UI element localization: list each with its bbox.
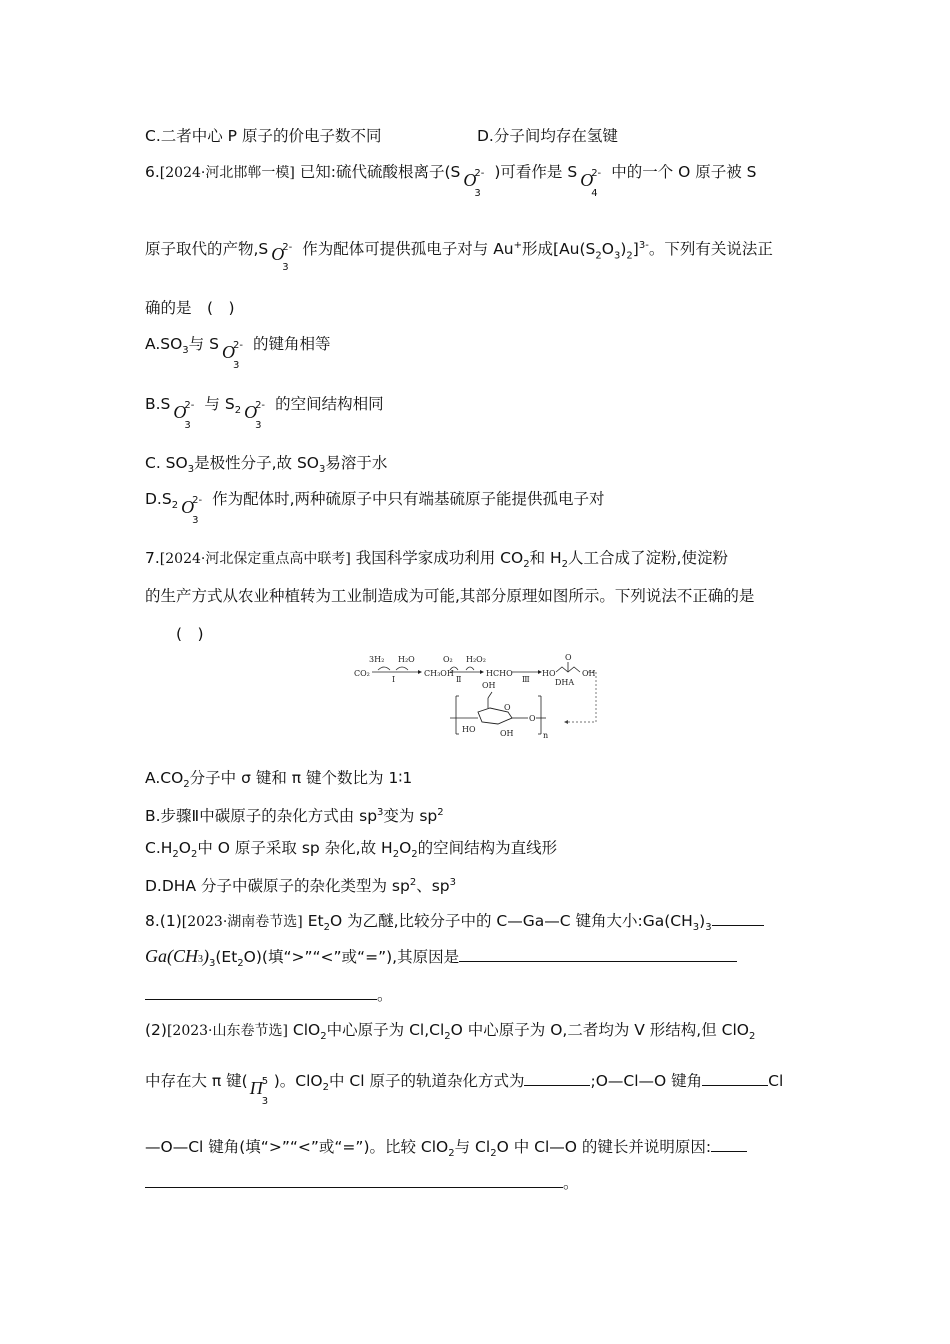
answer-blank[interactable] (712, 910, 764, 926)
q5-option-c: C.二者中心 P 原子的价电子数不同 (145, 127, 382, 145)
fig-ho: HO (542, 669, 556, 678)
fig-o: O (565, 653, 572, 662)
q7-option-a: $A.CO_2$分子中 σ 键和 π 键个数比为 1∶1 (145, 769, 413, 791)
answer-blank[interactable] (524, 1070, 590, 1086)
q8-part1-line3: 。 (145, 984, 393, 1005)
answer-blank[interactable] (145, 984, 377, 1000)
pi-3-5-symbol: Π 3 5 (249, 1076, 269, 1107)
q7-option-b: B.步骤Ⅱ中碳原子的杂化方式由 $sp^3$变为 $sp^2$ (145, 807, 444, 826)
q6-text: 中的一个 O 原子被 S (611, 163, 757, 181)
q6-option-a: $A.SO_3$与 S O 3 2- 的键角相等 (145, 335, 331, 371)
q8-part2-line3: —O—Cl 键角(填“>”“<”或“=”)。比较 ClO$_2$与 $Cl_2O$ 中 Cl—O 的键长并说明原因: (145, 1136, 747, 1164)
ion-o3-2minus: O 3 2- (463, 168, 485, 199)
fig-ring-o-link: O (529, 714, 536, 723)
fig-step2: Ⅱ (456, 675, 462, 684)
q6-text: 原子取代的产物,S (145, 240, 269, 259)
fig-ring-ho: HO (462, 725, 476, 734)
q6-number: 6. (145, 163, 160, 181)
q8-part2-line4: 。 (145, 1172, 579, 1193)
q8-part2-line2: 中存在大 π 键( Π 3 5 )。ClO$_2$中 Cl 原子的轨道杂化方式为 ;O—Cl—O 键角 Cl (145, 1072, 784, 1107)
q7-stem-line1: 7.[2024·河北保定重点高中联考] 我国科学家成功利用 $CO_2$和 $H_2$人工合成了淀粉,使淀粉 (145, 549, 728, 571)
q6-text: 已知:硫代硫酸根离子(S (299, 163, 461, 181)
q6-text: )可看作是 S (494, 163, 578, 181)
q7-option-c: $C.H_2O_2$中 O 原子采取 sp 杂化,故 $H_2O_2$的空间结构为直线形 (145, 839, 558, 861)
q6-option-c: C. $SO_3$是极性分子,故 $SO_3$易溶于水 (145, 454, 388, 476)
q5-option-d: D.分子间均存在氢键 (477, 127, 618, 145)
q8-number: 8.(1) (145, 912, 182, 930)
q6-stem-line2: 原子取代的产物,S O 3 2- 作为配体可提供孤电子对与 Au+形成$[Au(S_2O_3)_2]^{3-}$。下列有关说法正 (145, 236, 773, 266)
ion-o3-2minus: O 3 2- (221, 340, 243, 371)
q6-option-d: $D.S_2$ O 3 2- 作为配体时,两种硫原子中只有端基硫原子能提供孤电子对 (145, 490, 605, 526)
q7-source: [2024·河北保定重点高中联考] (159, 551, 351, 567)
q7-number: 7. (145, 549, 160, 567)
ion-o3-2minus: O 3 2- (271, 242, 293, 273)
answer-blank[interactable] (711, 1136, 747, 1152)
fig-hcho: HCHO (486, 669, 513, 678)
fig-ring-oh-bottom: OH (500, 729, 514, 738)
fig-h2o: H₂O (398, 655, 415, 664)
ion-o3-2minus: O 3 2- (244, 400, 266, 431)
fig-co2: CO₂ (354, 669, 370, 678)
q6-text: 。下列有关说法正 (648, 240, 773, 259)
ion-o3-2minus: O 3 2- (173, 400, 195, 431)
answer-blank[interactable] (702, 1070, 768, 1086)
q6-stem-line3: 确的是 ( ) (145, 299, 235, 317)
q6-stem-line1 (145, 162, 757, 199)
fig-ch3oh: CH₃OH (424, 669, 454, 678)
q6-text: 作为配体可提供孤电子对与 Au (302, 240, 514, 259)
fig-ring-oh-top: OH (482, 681, 496, 690)
fig-ring-o: O (504, 703, 511, 712)
q8-part2-line1: (2)[2023·山东卷节选] ClO$_2$中心原子为 $Cl,Cl_2O$ 中心原子为 O,二者均为 V 形结构,但 ClO$_2$ (145, 1021, 756, 1043)
q6-option-b: B.S O 3 2- 与 $S_2$ O 3 2- 的空间结构相同 (145, 395, 384, 431)
q7-stem-line3: ( ) (176, 625, 204, 643)
fig-dha: DHA (555, 678, 575, 687)
fig-step3: Ⅲ (522, 675, 530, 684)
fig-n: n (543, 731, 549, 740)
q8-part1-line2: $Ga(CH3)_3(Et_2O)$(填“>”“<”或“=”),其原因是 (145, 946, 737, 974)
ion-o4-2minus: O 4 2- (580, 168, 602, 199)
fig-3h2: 3H₂ (369, 655, 385, 664)
fig-o2: O₂ (443, 655, 453, 664)
fig-h2o2: H₂O₂ (466, 655, 486, 664)
q8-part1-line1: 8.(1)[2023·湖南卷节选] $Et_2O$ 为乙醚,比较分子中的 C—Ga—C 键角大小$:Ga(CH_3)_3$ (145, 910, 764, 938)
q6-source: [2024·河北邯郸一模] (159, 165, 295, 181)
q8-source1: [2023·湖南卷节选] (181, 914, 303, 930)
starch-synthesis-diagram (350, 652, 610, 742)
q7-option-d: D.DHA 分子中碳原子的杂化类型为 $sp^2$、$sp^3$ (145, 877, 456, 896)
answer-blank[interactable] (145, 1172, 563, 1188)
q8-source2: [2023·山东卷节选] (166, 1023, 288, 1039)
fig-step1: Ⅰ (392, 675, 396, 684)
ion-o3-2minus: O 3 2- (181, 495, 203, 526)
q7-stem-line2: 的生产方式从农业种植转为工业制造成为可能,其部分原理如图所示。下列说法不正确的是 (145, 587, 755, 605)
fig-oh: OH (582, 669, 596, 678)
answer-blank[interactable] (459, 946, 737, 962)
q6-text: 形成[Au(S (522, 240, 596, 259)
